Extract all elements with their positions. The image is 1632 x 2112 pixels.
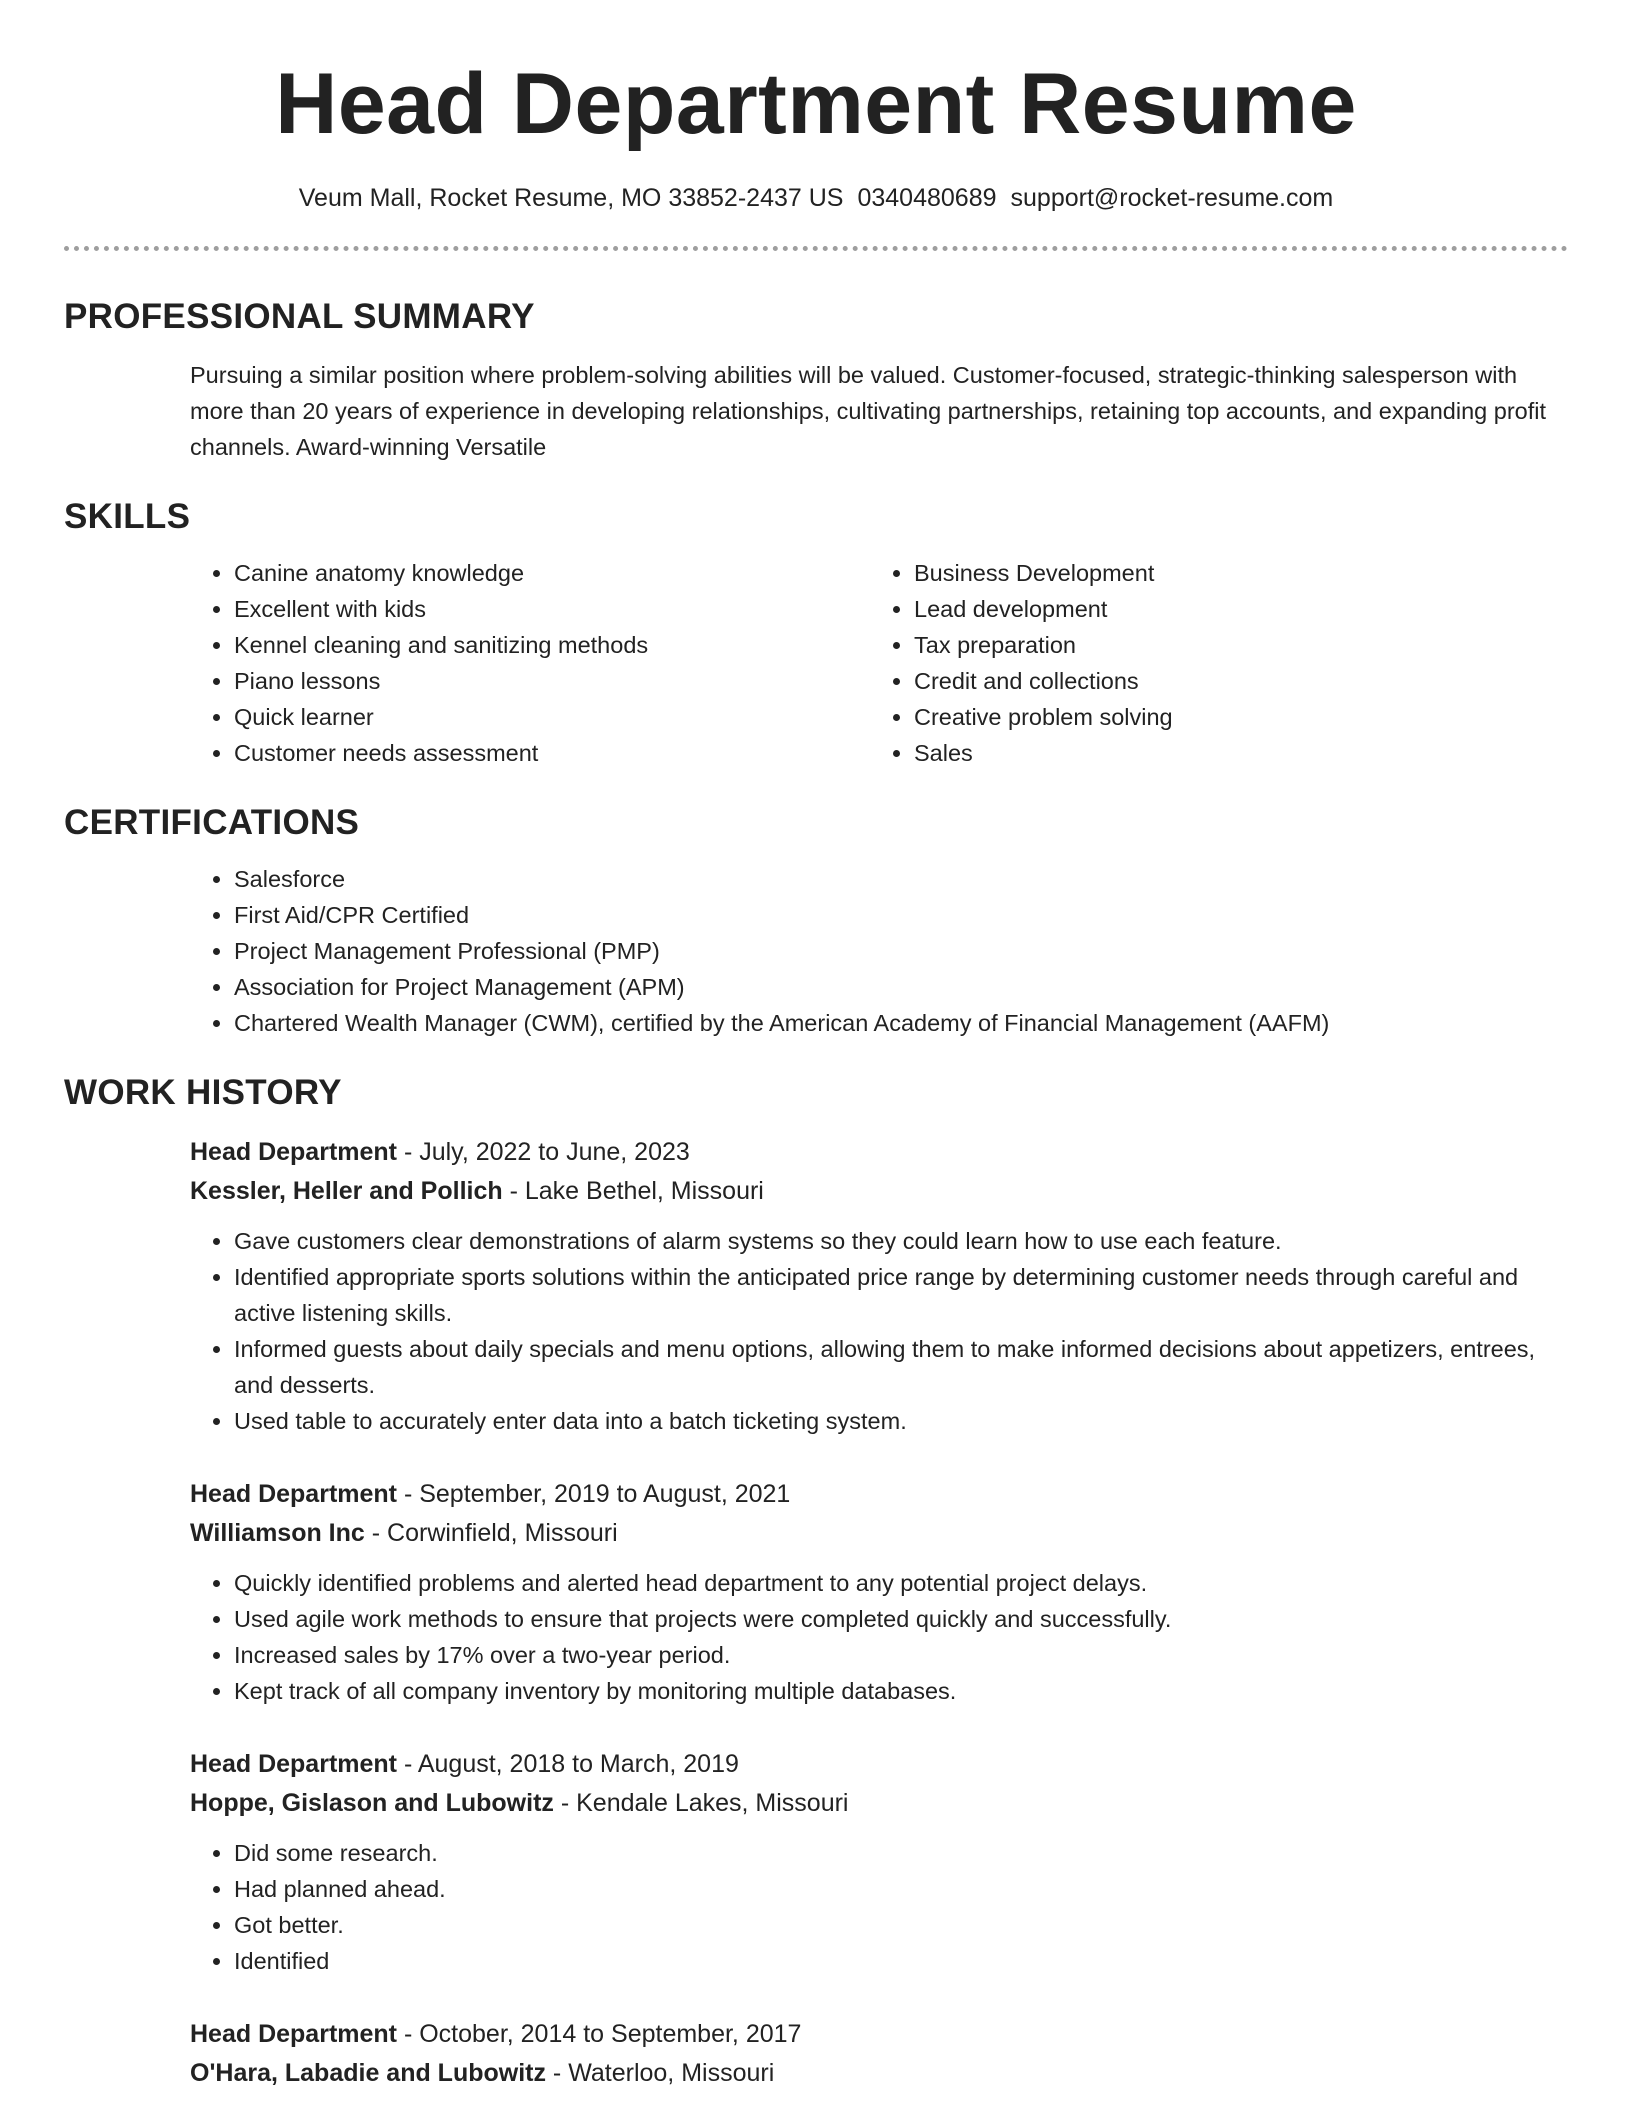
job-role: Head Department <box>190 1480 397 1508</box>
job-bullets <box>190 1835 1568 1979</box>
job-bullet: • Identified appropriate sports solutions within the anticipated price range by determining customer needs through careful and active listening skills. <box>234 1259 1568 1331</box>
skills-grid <box>190 555 1568 771</box>
contact-address: Veum Mall, Rocket Resume, MO 33852-2437 US <box>298 184 844 212</box>
job-role-line <box>190 1745 1568 1784</box>
skill-item: • Lead development <box>914 591 1550 627</box>
skills-heading: SKILLS <box>64 497 191 536</box>
job-role: Head Department <box>190 1138 397 1166</box>
contact-phone: 0340480689 <box>857 184 997 212</box>
job-bullet: • Kept track of all company inventory by monitoring multiple databases. <box>234 1673 1568 1709</box>
job-dates: - October, 2014 to September, 2017 <box>397 2020 802 2048</box>
job-location: - Corwinfield, Missouri <box>364 1519 618 1547</box>
job-role-line <box>190 1475 1568 1514</box>
job-bullet: • Increased sales by 17% over a two-year period. <box>234 1637 1568 1673</box>
skill-item: • Quick learner <box>234 699 870 735</box>
job-bullet: • Had planned ahead. <box>234 1871 1568 1907</box>
job-company: Hoppe, Gislason and Lubowitz <box>190 1789 554 1817</box>
certification-item: • Project Management Professional (PMP) <box>234 933 1568 969</box>
job-dates: - August, 2018 to March, 2019 <box>397 1750 739 1778</box>
job-entry <box>190 1133 1568 1439</box>
skills-column-left <box>190 555 870 771</box>
job-role-line <box>190 2015 1568 2054</box>
certification-item: • Chartered Wealth Manager (CWM), certified by the American Academy of Financial Management (AAFM) <box>234 1005 1568 1041</box>
skill-item: • Customer needs assessment <box>234 735 870 771</box>
job-company-line <box>190 1514 1568 1553</box>
skill-item: • Sales <box>914 735 1550 771</box>
certification-item: • Salesforce <box>234 861 1568 897</box>
skill-item: • Kennel cleaning and sanitizing methods <box>234 627 870 663</box>
job-bullet: • Got better. <box>234 1907 1568 1943</box>
certifications-heading: CERTIFICATIONS <box>64 803 360 842</box>
job-bullet: • Quickly identified problems and alerted head department to any potential project delays. <box>234 1565 1568 1601</box>
certifications-list <box>190 861 1568 1041</box>
job-company-line <box>190 1172 1568 1211</box>
job-company: Kessler, Heller and Pollich <box>190 1177 503 1205</box>
skill-item: • Business Development <box>914 555 1550 591</box>
job-company-line <box>190 1784 1568 1823</box>
job-role-line <box>190 1133 1568 1172</box>
skills-column-right <box>870 555 1550 771</box>
skill-item: • Tax preparation <box>914 627 1550 663</box>
job-dates: - July, 2022 to June, 2023 <box>397 1138 690 1166</box>
work-history-heading: WORK HISTORY <box>64 1073 342 1112</box>
header-divider <box>64 246 1568 251</box>
job-bullet: • Used table to accurately enter data into a batch ticketing system. <box>234 1403 1568 1439</box>
resume-title: Head Department Resume <box>275 56 1357 152</box>
skill-item: • Creative problem solving <box>914 699 1550 735</box>
job-entry <box>190 1745 1568 1979</box>
job-bullets <box>190 1565 1568 1709</box>
certification-item: • First Aid/CPR Certified <box>234 897 1568 933</box>
summary-text: Pursuing a similar position where problem-solving abilities will be valued. Customer-focused, strategic-thinking salesperson with more than 20 years of experience in developing relationships, cultivating partnerships, retaining top accounts, and expanding profit channels. Award-winning Versatile <box>190 362 1547 460</box>
job-bullet: • Did some research. <box>234 1835 1568 1871</box>
skill-item: • Piano lessons <box>234 663 870 699</box>
job-company: O'Hara, Labadie and Lubowitz <box>190 2059 546 2087</box>
job-role: Head Department <box>190 1750 397 1778</box>
job-dates: - September, 2019 to August, 2021 <box>397 1480 791 1508</box>
job-company: Williamson Inc <box>190 1519 365 1547</box>
job-bullet: • Identified <box>234 1943 1568 1979</box>
job-location: - Waterloo, Missouri <box>545 2059 775 2087</box>
skill-item: • Canine anatomy knowledge <box>234 555 870 591</box>
job-role: Head Department <box>190 2020 397 2048</box>
job-bullet: • Used agile work methods to ensure that projects were completed quickly and successfully. <box>234 1601 1568 1637</box>
contact-line <box>64 182 1568 214</box>
resume-page <box>64 0 1568 2093</box>
skill-item: • Excellent with kids <box>234 591 870 627</box>
job-bullets <box>190 1223 1568 1439</box>
skill-item: • Credit and collections <box>914 663 1550 699</box>
contact-email: support@rocket-resume.com <box>1010 184 1334 212</box>
job-entry <box>190 1475 1568 1709</box>
job-location: - Kendale Lakes, Missouri <box>553 1789 849 1817</box>
job-location: - Lake Bethel, Missouri <box>502 1177 764 1205</box>
job-bullet: • Gave customers clear demonstrations of alarm systems so they could learn how to use each feature. <box>234 1223 1568 1259</box>
job-bullet: • Informed guests about daily specials and menu options, allowing them to make informed decisions about appetizers, entrees, and desserts. <box>234 1331 1568 1403</box>
job-entry <box>190 2015 1568 2093</box>
job-company-line <box>190 2054 1568 2093</box>
certification-item: • Association for Project Management (APM) <box>234 969 1568 1005</box>
summary-heading: PROFESSIONAL SUMMARY <box>64 297 535 336</box>
